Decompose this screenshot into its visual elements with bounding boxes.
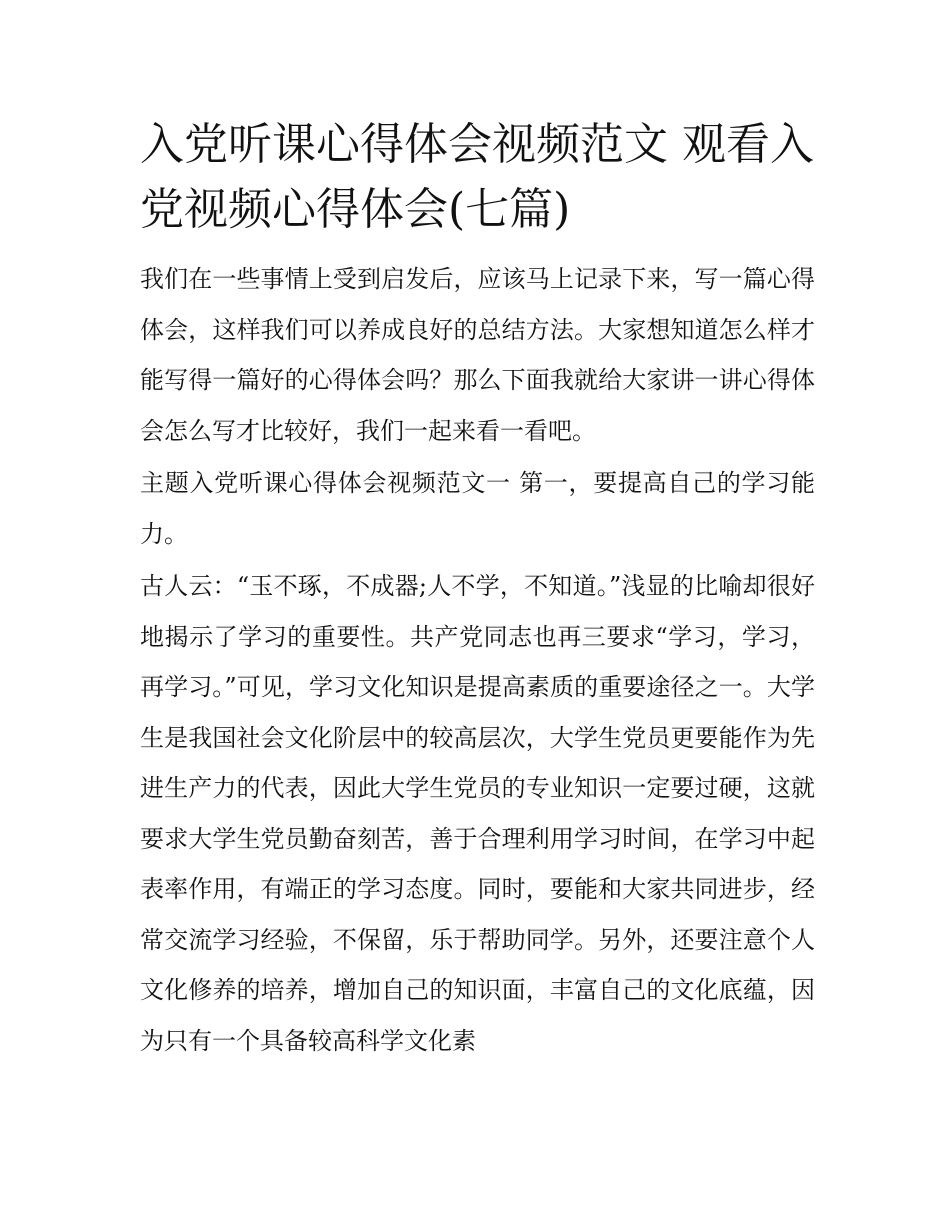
paragraph-intro: 我们在一些事情上受到启发后，应该马上记录下来，写一篇心得体会，这样我们可以养成良好的总结方法。大家想知道怎么样才能写得一篇好的心得体会吗？那么下面我就给大家讲一讲心得体会怎么写才比较好，我们一起来看一看吧。	[140, 265, 815, 445]
document-title: 入党听课心得体会视频范文 观看入党视频心得体会(七篇)	[140, 119, 814, 235]
paragraph-body: 古人云：“玉不琢，不成器;人不学，不知道。”浅显的比喻却很好地揭示了学习的重要性。共产党同志也再三要求“学习，学习，再学习。”可见，学习文化知识是提高素质的重要途径之一。大学生是我国社会文化阶层中的较高层次，大学生党员更要能作为先进生产力的代表，因此大学生党员的专业知识一定要过硬，这就要求大学生党员勤奋刻苦，善于合理利用学习时间，在学习中起表率作用，有端正的学习态度。同时，要能和大家共同进步，经常交流学习经验，不保留，乐于帮助同学。另外，还要注意个人文化修养的培养，增加自己的知识面，丰富自己的文化底蕴，因为只有一个具备较高科学文化素	[140, 572, 815, 1055]
paragraph-section-heading: 主题入党听课心得体会视频范文一 第一，要提高自己的学习能力。	[140, 469, 815, 548]
document-body	[140, 112, 815, 1068]
